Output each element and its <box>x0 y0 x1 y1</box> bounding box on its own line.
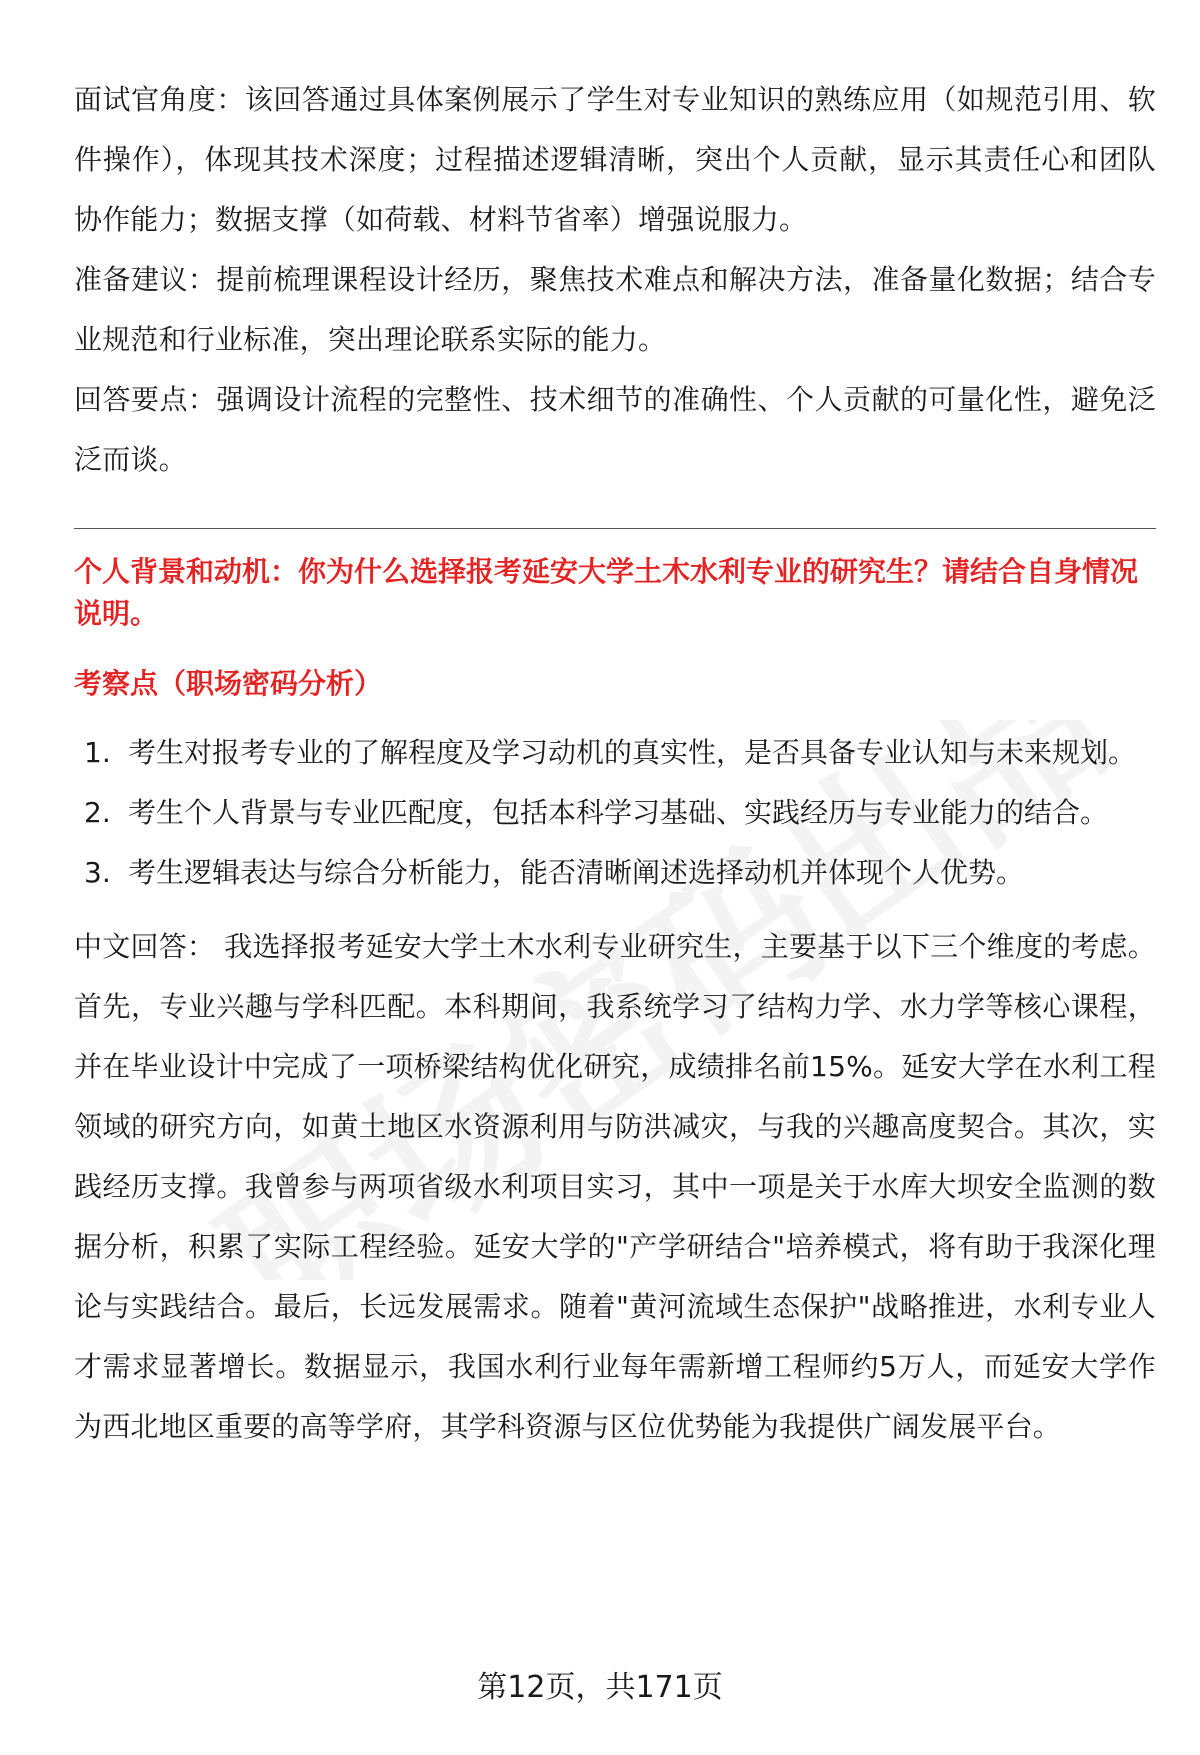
prep-advice-paragraph: 准备建议：提前梳理课程设计经历，聚焦技术难点和解决方法，准备量化数据；结合专业规范和行业标准，突出理论联系实际的能力。 <box>74 263 1156 356</box>
list-item-text: 考生个人背景与专业匹配度，包括本科学习基础、实践经历与专业能力的结合。 <box>128 796 1109 829</box>
document-page <box>74 70 1156 1457</box>
list-number: 2. <box>84 796 111 829</box>
list-item-text: 考生对报考专业的了解程度及学习动机的真实性，是否具备专业认知与未来规划。 <box>128 736 1137 769</box>
answer-paragraph: 中文回答： 我选择报考延安大学土木水利专业研究生，主要基于以下三个维度的考虑。首先，专业兴趣与学科匹配。本科期间，我系统学习了结构力学、水力学等核心课程，并在毕业设计中完成了一项桥梁结构优化研究，成绩排名前15%。延安大学在水利工程领域的研究方向，如黄土地区水资源利用与防洪减灾，与我的兴趣高度契合。其次，实践经历支撑。我曾参与两项省级水利项目实习，其中一项是关于水库大坝安全监测的数据分析，积累了实际工程经验。延安大学的"产学研结合"培养模式，将有助于我深化理论与实践结合。最后，长远发展需求。随着"黄河流域生态保护"战略推进，水利专业人才需求显著增长。数据显示，我国水利行业每年需新增工程师约5万人，而延安大学作为西北地区重要的高等学府，其学科资源与区位优势能为我提供广阔发展平台。 <box>74 930 1156 1443</box>
interviewer-view-paragraph: 面试官角度：该回答通过具体案例展示了学生对专业知识的熟练应用（如规范引用、软件操作），体现其技术深度；过程描述逻辑清晰，突出个人贡献，显示其责任心和团队协作能力；数据支撑（如荷载、材料节省率）增强说服力。 <box>74 83 1156 236</box>
section-divider <box>74 528 1156 529</box>
focus-list-item <box>74 723 1156 783</box>
list-number: 1. <box>84 736 111 769</box>
key-points-paragraph: 回答要点：强调设计流程的完整性、技术细节的准确性、个人贡献的可量化性，避免泛泛而谈。 <box>74 383 1156 476</box>
focus-heading: 考察点（职场密码分析） <box>74 667 383 700</box>
page-number-footer: 第12页，共171页 <box>477 1670 723 1705</box>
list-item-text: 考生逻辑表达与综合分析能力，能否清晰阐述选择动机并体现个人优势。 <box>128 856 1025 889</box>
focus-list-item <box>74 783 1156 843</box>
focus-list-item <box>74 843 1156 903</box>
focus-list <box>74 723 1156 903</box>
question-title: 个人背景和动机：你为什么选择报考延安大学土木水利专业的研究生？请结合自身情况说明。 <box>74 555 1139 630</box>
list-number: 3. <box>84 856 111 889</box>
